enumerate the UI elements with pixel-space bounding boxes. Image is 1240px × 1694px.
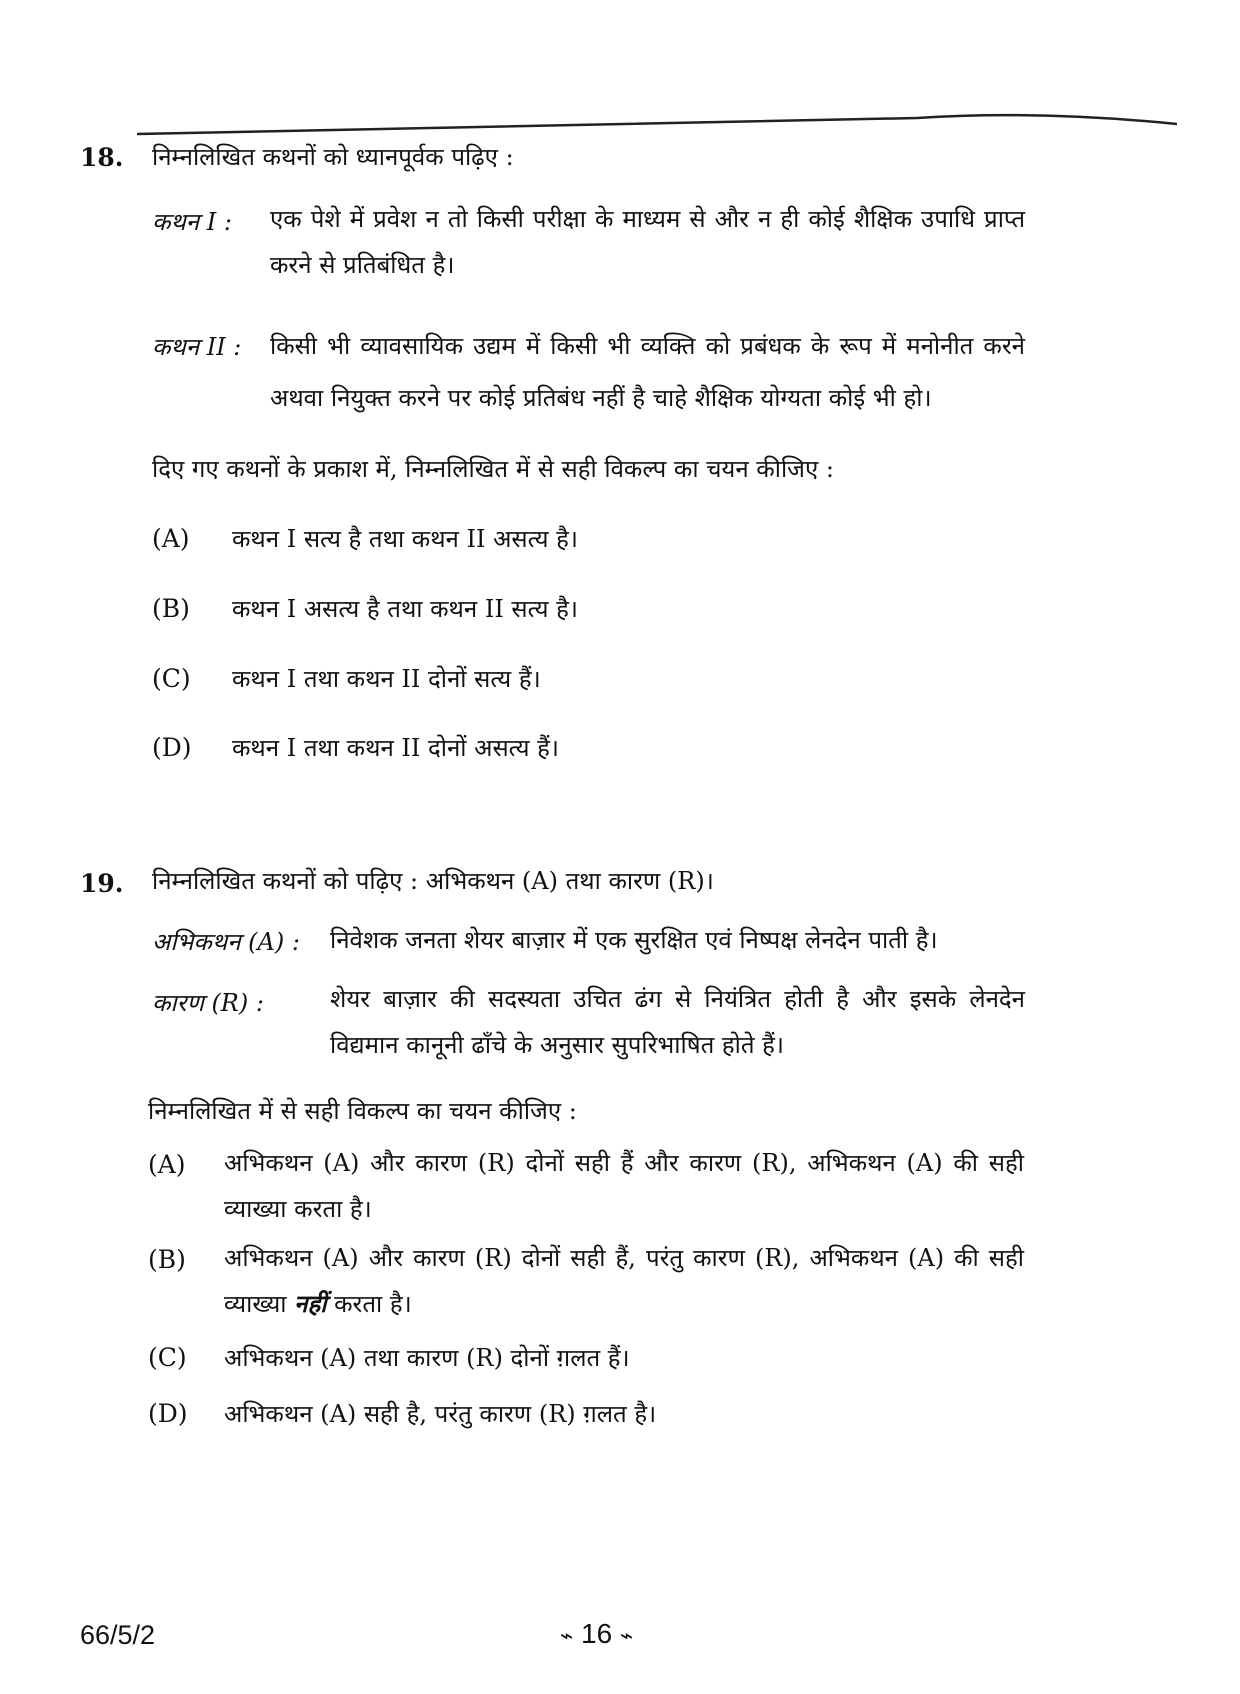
page-number: 16	[581, 1618, 613, 1649]
page-number-block	[560, 1618, 633, 1650]
option-b-text-end: करता है।	[326, 1290, 412, 1318]
paper-code: 66/5/2	[80, 1620, 156, 1650]
statement-1-text: एक पेशे में प्रवेश न तो किसी परीक्षा के माध्यम से और न ही कोई शैक्षिक उपाधि प्राप्त करने से प्रतिबंधित है।	[270, 205, 1025, 279]
reason-text: शेयर बाज़ार की सदस्यता उचित ढंग से नियंत्रित होती है और इसके लेनदेन विद्यमान कानूनी ढाँचे के अनुसार सुपरिभाषित होते हैं।	[330, 985, 1025, 1059]
question-prompt: निम्नलिखित कथनों को ध्यानपूर्वक पढ़िए :	[152, 143, 514, 171]
assertion-label: अभिकथन (A) :	[152, 928, 300, 956]
option-b-text-start: अभिकथन (A) और कारण (R) दोनों सही हैं, परंतु कारण (R), अभिकथन (A) की सही व्याख्या	[224, 1244, 1024, 1318]
top-rule	[137, 110, 1177, 136]
option-c-text: अभिकथन (A) तथा कारण (R) दोनों ग़लत हैं।	[224, 1344, 630, 1372]
option-b-text: कथन I असत्य है तथा कथन II सत्य है।	[232, 595, 579, 623]
question-prompt: निम्नलिखित कथनों को पढ़िए : अभिकथन (A) तथा कारण (R)।	[152, 867, 714, 895]
option-d-text: अभिकथन (A) सही है, परंतु कारण (R) ग़लत है।	[224, 1400, 657, 1428]
question-number: 19.	[80, 869, 124, 898]
option-a-text: कथन I सत्य है तथा कथन II असत्य है।	[232, 525, 579, 553]
option-c-text: कथन I तथा कथन II दोनों सत्य हैं।	[232, 665, 541, 693]
assertion-text: निवेशक जनता शेयर बाज़ार में एक सुरक्षित एवं निष्पक्ष लेनदेन पाती है।	[330, 926, 938, 954]
ornament-right-icon: ⌁	[619, 1623, 634, 1648]
option-a-letter: (A)	[152, 524, 190, 553]
question-instruction: दिए गए कथनों के प्रकाश में, निम्नलिखित में से सही विकल्प का चयन कीजिए :	[152, 455, 834, 483]
option-b-emphasis: नहीं	[294, 1289, 327, 1318]
option-b-letter: (B)	[152, 594, 190, 623]
statement-1-label: कथन I :	[152, 208, 232, 236]
option-c-letter: (C)	[148, 1343, 187, 1372]
reason-label: कारण (R) :	[152, 989, 264, 1017]
ornament-left-icon: ⌁	[560, 1623, 574, 1648]
option-d-letter: (D)	[152, 733, 192, 762]
option-c-letter: (C)	[152, 664, 191, 693]
question-instruction: निम्नलिखित में से सही विकल्प का चयन कीजिए :	[148, 1097, 577, 1125]
statement-2-label: कथन II :	[152, 333, 242, 361]
option-b-letter: (B)	[148, 1245, 186, 1274]
option-a-text: अभिकथन (A) और कारण (R) दोनों सही हैं और कारण (R), अभिकथन (A) की सही व्याख्या करता है।	[224, 1149, 1024, 1223]
option-d-letter: (D)	[148, 1399, 188, 1428]
option-a-letter: (A)	[148, 1150, 186, 1179]
option-d-text: कथन I तथा कथन II दोनों असत्य हैं।	[232, 734, 560, 762]
statement-2-text: किसी भी व्यावसायिक उद्यम में किसी भी व्यक्ति को प्रबंधक के रूप में मनोनीत करने अथवा नियुक्त करने पर कोई प्रतिबंध नहीं है चाहे शैक्षिक योग्यता कोई भी हो।	[270, 332, 1025, 412]
option-b-text	[224, 1235, 1024, 1327]
question-number: 18.	[80, 143, 124, 172]
